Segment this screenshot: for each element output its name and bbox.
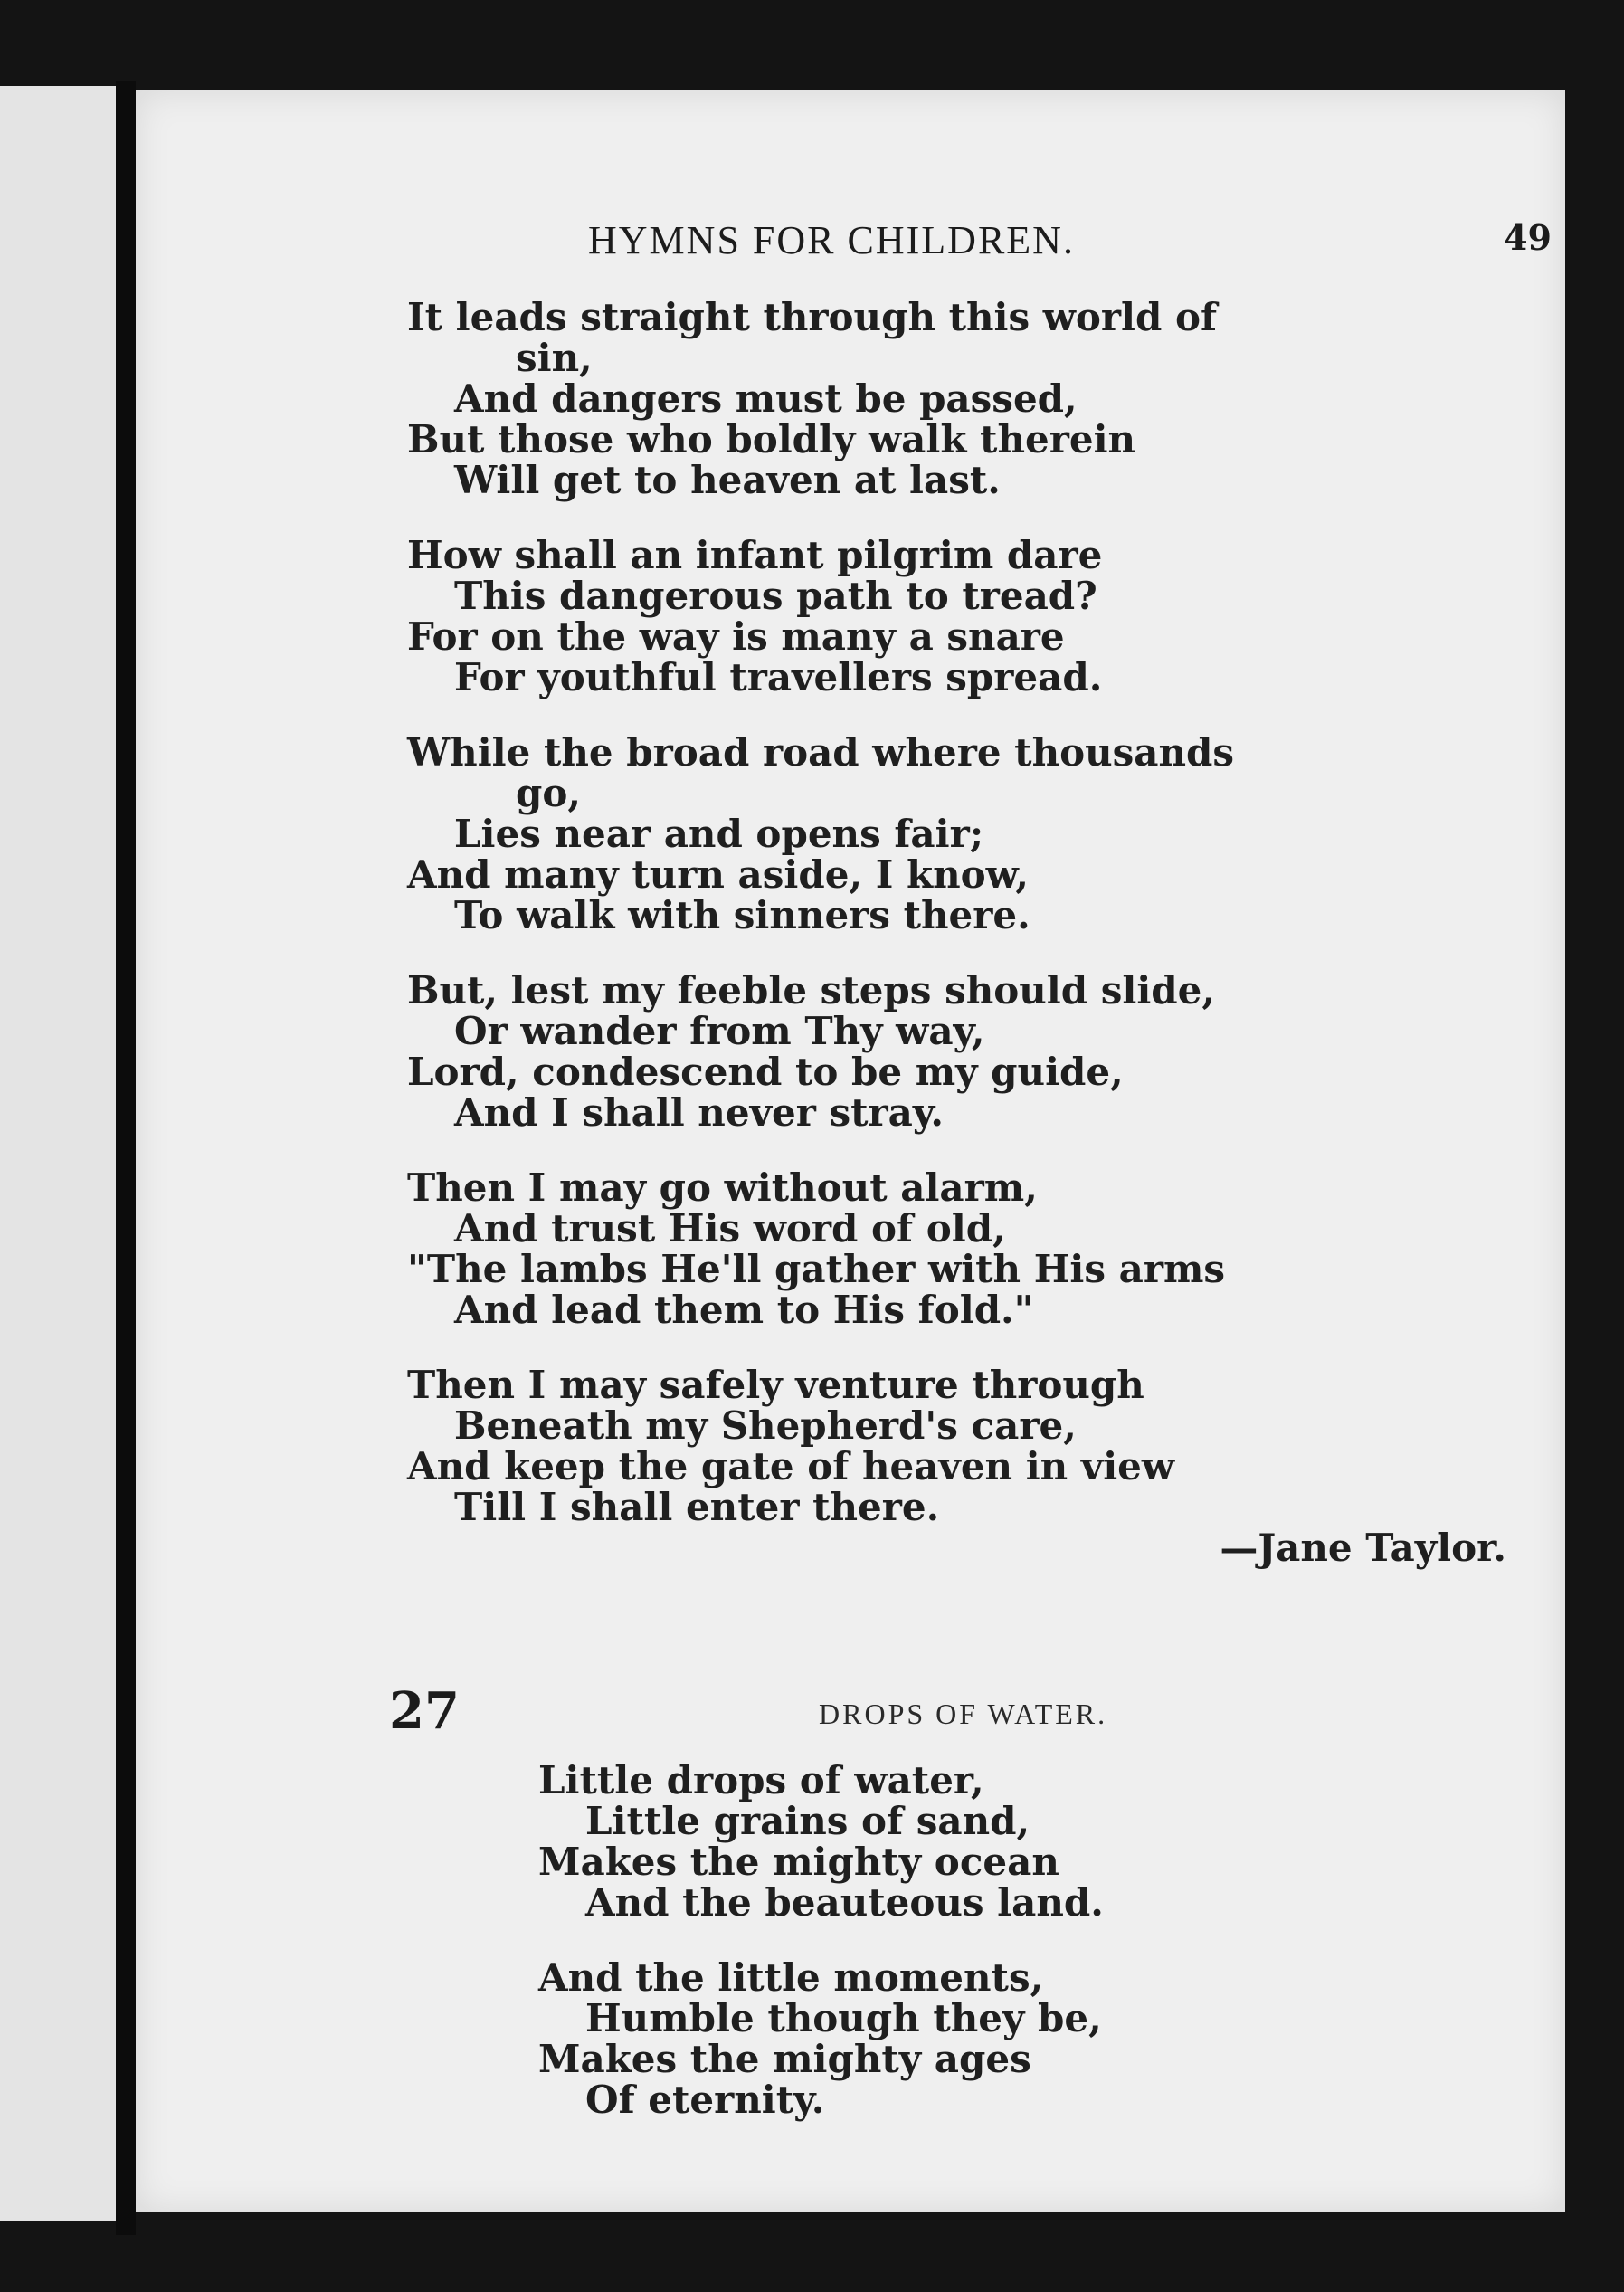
poem-continued [407, 297, 1547, 1568]
poem-line: And trust His word of old, [454, 1206, 1006, 1251]
poem-line: This dangerous path to tread? [454, 574, 1097, 618]
poem-line: Makes the mighty ages [538, 2037, 1031, 2081]
poem-line: Then I may go without alarm, [407, 1165, 1038, 1210]
stanza [407, 970, 1547, 1133]
poem-line: And the little moments, [538, 1955, 1044, 2000]
poem-line: Will get to heaven at last. [454, 458, 1001, 502]
stanza [407, 535, 1547, 698]
poem-line: sin, [516, 336, 593, 380]
hymn-title: DROPS OF WATER. [819, 1698, 1108, 1730]
poem-line: Lord, condescend to be my guide, [407, 1050, 1124, 1094]
hymn-27-text [538, 1760, 1443, 2154]
poem-line: Little drops of water, [538, 1758, 984, 1802]
poem-line: Little grains of sand, [585, 1799, 1030, 1843]
facing-page-edge [0, 86, 116, 2221]
poem-line: Till I shall enter there. [454, 1485, 940, 1529]
poem-line: Then I may safely venture through [407, 1363, 1144, 1407]
book-gutter [116, 81, 136, 2235]
stanza [407, 297, 1547, 500]
stanza [538, 1760, 1443, 1923]
poem-line: And dangers must be passed, [454, 376, 1078, 421]
poem-attribution: —Jane Taylor. [1220, 1526, 1506, 1570]
stanza [407, 732, 1547, 936]
poem-line: But those who boldly walk therein [407, 417, 1136, 461]
poem-line: Makes the mighty ocean [538, 1840, 1059, 1884]
stanza [538, 1957, 1443, 2120]
poem-line: Humble though they be, [585, 1996, 1102, 2040]
poem-line: And lead them to His fold." [454, 1288, 1034, 1332]
poem-line: Of eternity. [585, 2078, 825, 2122]
poem-line: go, [516, 771, 582, 815]
poem-line: And I shall never stray. [454, 1090, 945, 1135]
poem-line: Or wander from Thy way, [454, 1009, 985, 1053]
book-page [136, 90, 1565, 2212]
poem-line: To walk with sinners there. [454, 893, 1030, 937]
poem-line: For youthful travellers spread. [454, 655, 1103, 699]
poem-line: Beneath my Shepherd's care, [454, 1403, 1077, 1448]
stanza [407, 1167, 1547, 1330]
poem-line: How shall an infant pilgrim dare [407, 533, 1103, 577]
poem-line: While the broad road where thousands [407, 730, 1235, 775]
poem-line: It leads straight through this world of [407, 295, 1218, 339]
poem-line: For on the way is many a snare [407, 614, 1065, 659]
page-number: 49 [1504, 217, 1552, 258]
hymn-number: 27 [389, 1681, 460, 1741]
poem-line: And keep the gate of heaven in view [407, 1444, 1175, 1488]
poem-line: But, lest my feeble steps should slide, [407, 968, 1216, 1013]
poem-line: Lies near and opens fair; [454, 812, 984, 856]
poem-line: "The lambs He'll gather with His arms [407, 1247, 1226, 1291]
poem-line: And the beauteous land. [585, 1880, 1104, 1925]
stanza [407, 1365, 1547, 1527]
hymn-heading [389, 1681, 1529, 1745]
header-title: HYMNS FOR CHILDREN. [588, 218, 1075, 262]
running-header [588, 217, 1552, 281]
poem-line: And many turn aside, I know, [407, 852, 1029, 897]
